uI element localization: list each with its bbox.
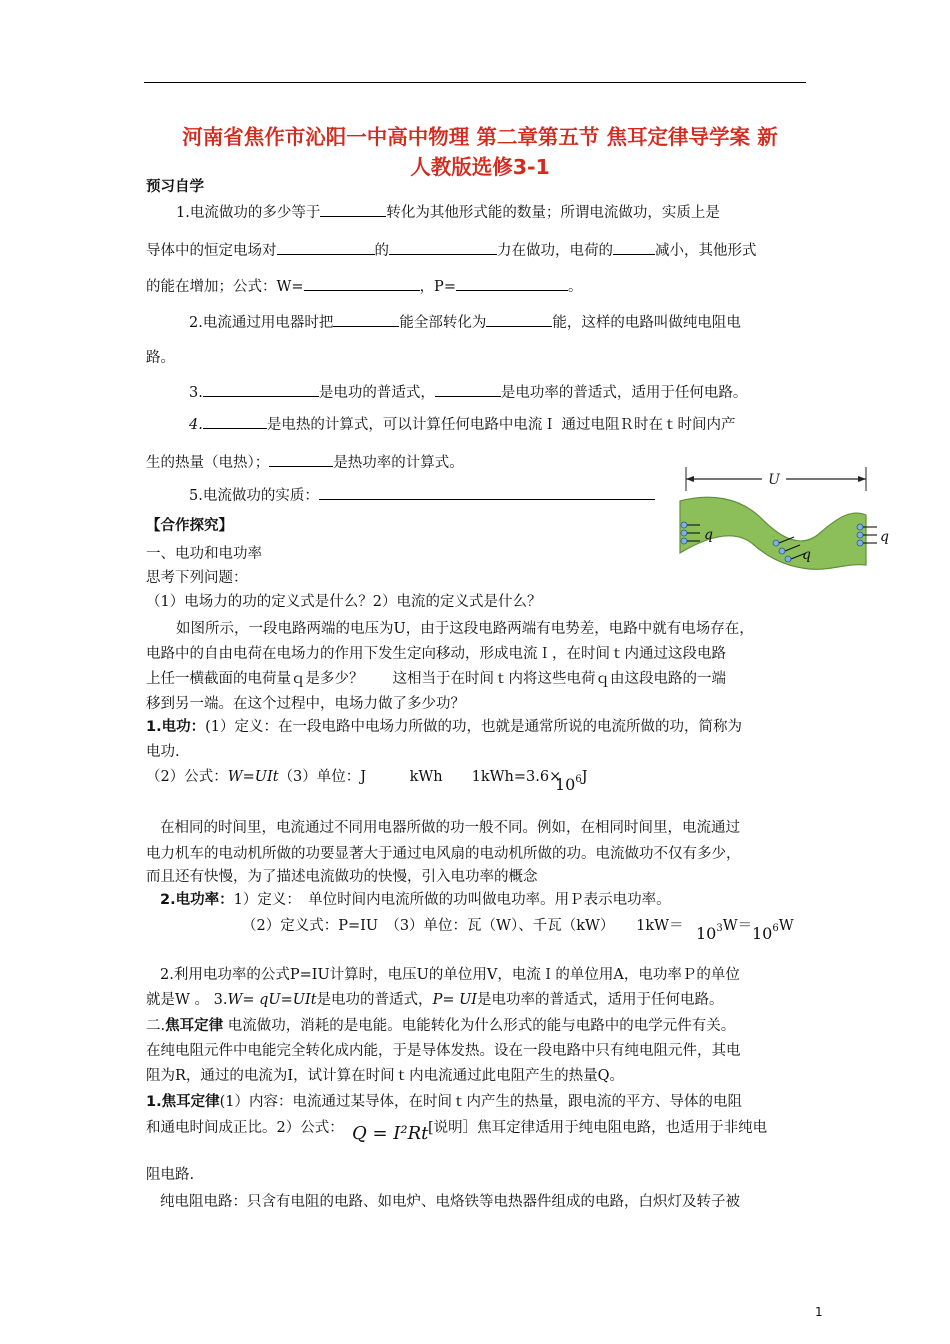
power-formula-exp2: $10^6W$ — [752, 918, 794, 943]
joule-law-formula-line: 和通电时间成正比。2）公式： — [146, 1120, 344, 1136]
question-1-line2: 导体中的恒定电场对 的 力在做功，电荷的 减小，其他形式 — [146, 240, 757, 261]
section-preview-heading: 预习自学 — [146, 179, 204, 195]
charges-left — [681, 522, 687, 544]
para3-line2: 就是W 。 3.W= qU=UIt是电功的普适式，P= UI是电功率的普适式，适用于任何电路。 — [146, 992, 724, 1008]
para1-line3: 上任一横截面的电荷量ｑ是多少？ 这相当于在时间ｔ内将这些电荷ｑ由这段电路的一端 — [146, 671, 726, 687]
question-5: 5.电流做功的实质： — [189, 485, 655, 506]
question-1-line3: 的能在增加；公式：W= ，P= 。 — [146, 276, 582, 297]
page-title: 河南省焦作市沁阳一中高中物理 第二章第五节 焦耳定律导学案 新 — [182, 125, 778, 149]
power-formula: （2）定义式：P=IU （3）单位：瓦（W）、千瓦（kW） 1kW＝ — [242, 918, 684, 934]
work-formula: （2）公式：W=UIt（3）单位：J kWh 1kWh=3.6× — [146, 769, 562, 785]
page-number: 1 — [815, 1305, 823, 1319]
conductor-diagram — [670, 463, 900, 573]
question-2-line2: 路。 — [146, 350, 175, 366]
question-3: 3. 是电功的普适式， 是电功率的普适式，适用于任何电路。 — [189, 382, 747, 403]
question-4-line1: 4. 是电热的计算式，可以计算任何电路中电流Ｉ 通过电阻Ｒ时在ｔ时间内产 — [189, 414, 735, 435]
para2-line3: 而且还有快慢，为了描述电流做功的快慢，引入电功率的概念 — [146, 869, 538, 885]
pure-resistance-para: 纯电阻电路：只含有电阻的电路、如电炉、电烙铁等电热器件组成的电路，白炽灯及转子被 — [160, 1194, 740, 1210]
question-4-line2: 生的热量（电热）； 是热功率的计算式。 — [146, 452, 464, 473]
joule-law-note-cont: 阻电路. — [146, 1167, 195, 1183]
question-1-line1: 1.电流做功的多少等于 转化为其他形式能的数量；所谓电流做功，实质上是 — [176, 202, 720, 223]
power-formula-exp1: $10^3W=$ — [696, 918, 753, 943]
joule-law-content: 1.焦耳定律(1）内容：电流通过某导体，在时间ｔ内产生的热量，跟电流的平方、导体的电阻 — [146, 1094, 742, 1110]
think-label: 思考下列问题： — [146, 570, 248, 586]
work-formula-power: $10^6J$ — [555, 769, 588, 794]
para1-line2: 电路中的自由电荷在电场力的作用下发生定向移动，形成电流Ｉ，在时间ｔ内通过这段电路 — [146, 646, 726, 662]
work-definition-cont: 电功. — [146, 744, 180, 760]
para2-line1: 在相同的时间里，电流通过不同用电器所做的功一般不同。例如，在相同时间里，电流通过 — [160, 820, 740, 836]
para3-line1: 2.利用电功率的公式P=IU计算时，电压U的单位用V，电流Ｉ的单位用A，电功率Ｐ的单位 — [160, 967, 740, 983]
power-definition: 2.电功率：1）定义： 单位时间内电流所做的功叫做电功率。用Ｐ表示电功率。 — [160, 892, 671, 908]
question-2-line1: 2.电流通过用电器时把 能全部转化为 能，这样的电路叫做纯电阻电 — [189, 312, 741, 333]
charge-label-middle: q — [802, 547, 811, 563]
part1-heading: 一、电功和电功率 — [146, 546, 262, 562]
charge-label-right: q — [880, 529, 889, 545]
charges-right — [857, 524, 863, 546]
joule-law-note: [说明］焦耳定律适用于纯电阻电路，也适用于非纯电 — [428, 1120, 768, 1136]
joule-formula: Q = I²Rt — [352, 1123, 429, 1144]
part2-line3: 阻为R，通过的电流为I，试计算在时间ｔ内电流通过此电阻产生的热量Q。 — [146, 1068, 625, 1084]
charge-label-left: q — [704, 527, 713, 543]
para1-line1: 如图所示，一段电路两端的电压为U，由于这段电路两端有电势差，电路中就有电场存在， — [176, 621, 754, 637]
work-definition: 1.电功：(1）定义：在一段电路中电场力所做的功，也就是通常所说的电流所做的功，简称为 — [146, 719, 742, 735]
page-title-line2: 人教版选修3-1 — [410, 155, 550, 179]
question-para: （1）电场力的功的定义式是什么？2）电流的定义式是什么？ — [146, 594, 542, 610]
para2-line2: 电力机车的电动机所做的功要显著大于通过电风扇的电动机所做的功。电流做功不仅有多少， — [146, 846, 741, 862]
section-coop-heading: 【合作探究】 — [146, 518, 233, 534]
part2-line1: 二.焦耳定律 电流做功，消耗的是电能。电能转化为什么形式的能与电路中的电学元件有关。 — [146, 1018, 736, 1034]
para1-line4: 移到另一端。在这个过程中，电场力做了多少功？ — [146, 696, 465, 712]
voltage-label: U — [768, 472, 780, 488]
top-rule — [144, 82, 806, 83]
part2-line2: 在纯电阻元件中电能完全转化成内能，于是导体发热。设在一段电路中只有纯电阻元件，其电 — [146, 1043, 741, 1059]
